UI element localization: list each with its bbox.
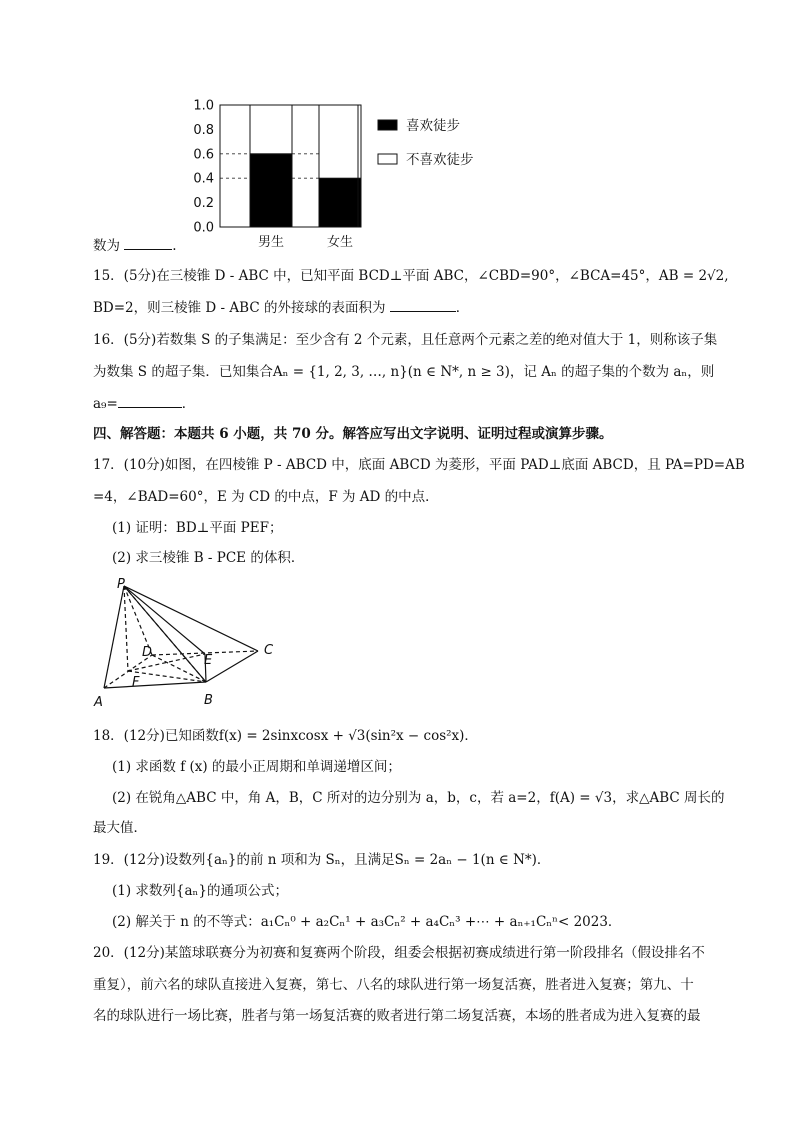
q19-text1: 设数列{aₙ}的前 n 项和为 Sₙ，且满足Sₙ = 2aₙ − 1(n ∈ N*)． [164,852,551,868]
stacked-bar-chart [180,95,510,260]
pyramid-figure [88,576,288,712]
label-C: C [264,643,274,658]
q15-line2 [93,298,469,318]
label-P: P [117,577,125,592]
bar-1-0 [319,178,361,227]
q16-answer-blank [118,407,182,408]
bar-0-0 [250,154,292,227]
q20-line3: 名的球队进行一场比赛，胜者与第一场复活赛的败者进行第二场复活赛，本场的胜者成为进入复赛的最 [93,1008,701,1024]
bar-0-1 [250,105,292,154]
q15-text1: 在三棱锥 D - ABC 中，已知平面 BCD⊥平面 ABC，∠CBD=90°，∠BCA=45°，AB = 2√2, [156,268,729,284]
q20-line1 [93,943,705,963]
section-heading: 四、解答题：本题共 6 小题，共 70 分。解答应写出文字说明、证明过程或演算步骤。 [93,426,613,442]
q19-number: 19．(12分) [93,852,165,868]
edge-PC [124,586,258,651]
q16-text3: a₉= [93,396,118,412]
q20-text1: 某篮球联赛分为初赛和复赛两个阶段，组委会根据初赛成绩进行第一阶段排名（假设排名不 [164,945,705,961]
q18-part2: (2) 在锐角△ABC 中，角 A，B，C 所对的边分别为 a，b，c，若 a=2，f(A) = √3，求△ABC 周长的 [112,790,725,806]
q18-line1 [93,726,478,746]
legend-swatch-0 [378,120,397,130]
q14-answer-blank [124,249,172,250]
q17-line2: =4，∠BAD=60°，E 为 CD 的中点，F 为 AD 的中点． [93,489,439,505]
q15-number: 15．(5分) [93,268,157,284]
q14-tail [93,236,177,256]
q15-answer-blank [390,311,456,312]
q18-part1: (1) 求函数 f (x) 的最小正周期和单调递增区间； [112,759,401,775]
q15-line1 [93,266,729,286]
q17-text1: 如图，在四棱锥 P - ABCD 中，底面 ABCD 为菱形，平面 PAD⊥底面 ABCD，且 PA=PD=AB [164,457,745,473]
bar-1-1 [319,105,361,178]
q18-number: 18．(12分) [93,728,165,744]
q14-tail-text: 数为 [93,238,120,254]
y-tick-label-1: 0.2 [193,196,214,212]
q16-text1: 若数集 S 的子集满足：至少含有 2 个元素，且任意两个元素之差的绝对值大于 1，则称该子集 [156,332,718,348]
edge-PF [124,586,128,671]
q18-part2-cont: 最大值． [93,820,147,836]
q17-number: 17．(10分) [93,457,165,473]
q18-text1: 已知函数f(x) = 2sinxcosx + √3(sin²x − cos²x)． [164,728,478,744]
q17-line1 [93,455,745,475]
q15-text2: BD=2，则三棱锥 D - ABC 的外接球的表面积为 [93,300,386,316]
x-tick-label-1: 女生 [326,235,354,250]
q20-number: 20．(12分) [93,945,165,961]
label-D: D [142,645,153,660]
q16-number: 16．(5分) [93,332,157,348]
q19-line1 [93,850,550,870]
edge-PA [104,586,124,688]
y-tick-label-3: 0.6 [193,147,214,163]
q16-line2 [93,362,714,382]
edge-FB [128,671,206,682]
y-tick-label-4: 0.8 [193,122,214,138]
q17-part1: (1) 证明：BD⊥平面 PEF； [112,520,283,536]
q17-part2: (2) 求三棱锥 B - PCE 的体积． [112,550,305,566]
y-tick-label-2: 0.4 [193,171,214,187]
legend-label-0: 喜欢徒步 [406,118,460,134]
label-F: F [132,675,140,690]
label-B: B [204,693,213,708]
q20-line2: 重复），前六名的球队直接进入复赛，第七、八名的球队进行第一场复活赛，胜者进入复赛；第九、十 [93,977,694,993]
y-tick-label-0: 0.0 [193,220,214,236]
q15-end: ． [455,300,470,316]
label-A: A [94,695,103,710]
q19-part2: (2) 解关于 n 的不等式：a₁Cₙ⁰ + a₂Cₙ¹ + a₃Cₙ² + a₄Cₙ³ +⋯ + aₙ₊₁Cₙⁿ< 2023． [112,914,622,930]
q19-part1: (1) 求数列{aₙ}的通项公式； [112,883,288,899]
q16-line1 [93,330,717,350]
x-tick-label-0: 男生 [257,235,285,250]
y-tick-label-5: 1.0 [193,98,214,114]
legend-swatch-1 [378,154,397,164]
q14-end: . [172,238,177,254]
legend-label-1: 不喜欢徒步 [406,152,474,168]
q16-text2: 为数集 S 的超子集．已知集合Aₙ = {1, 2, 3, …, n}(n ∈ N*, n ≥ 3)，记 Aₙ 的超子集的个数为 aₙ，则 [93,364,715,380]
edge-BC [206,651,258,682]
q16-line3 [93,394,195,414]
label-E: E [204,653,213,668]
edge-AB [104,682,206,688]
q16-end: ． [181,396,196,412]
